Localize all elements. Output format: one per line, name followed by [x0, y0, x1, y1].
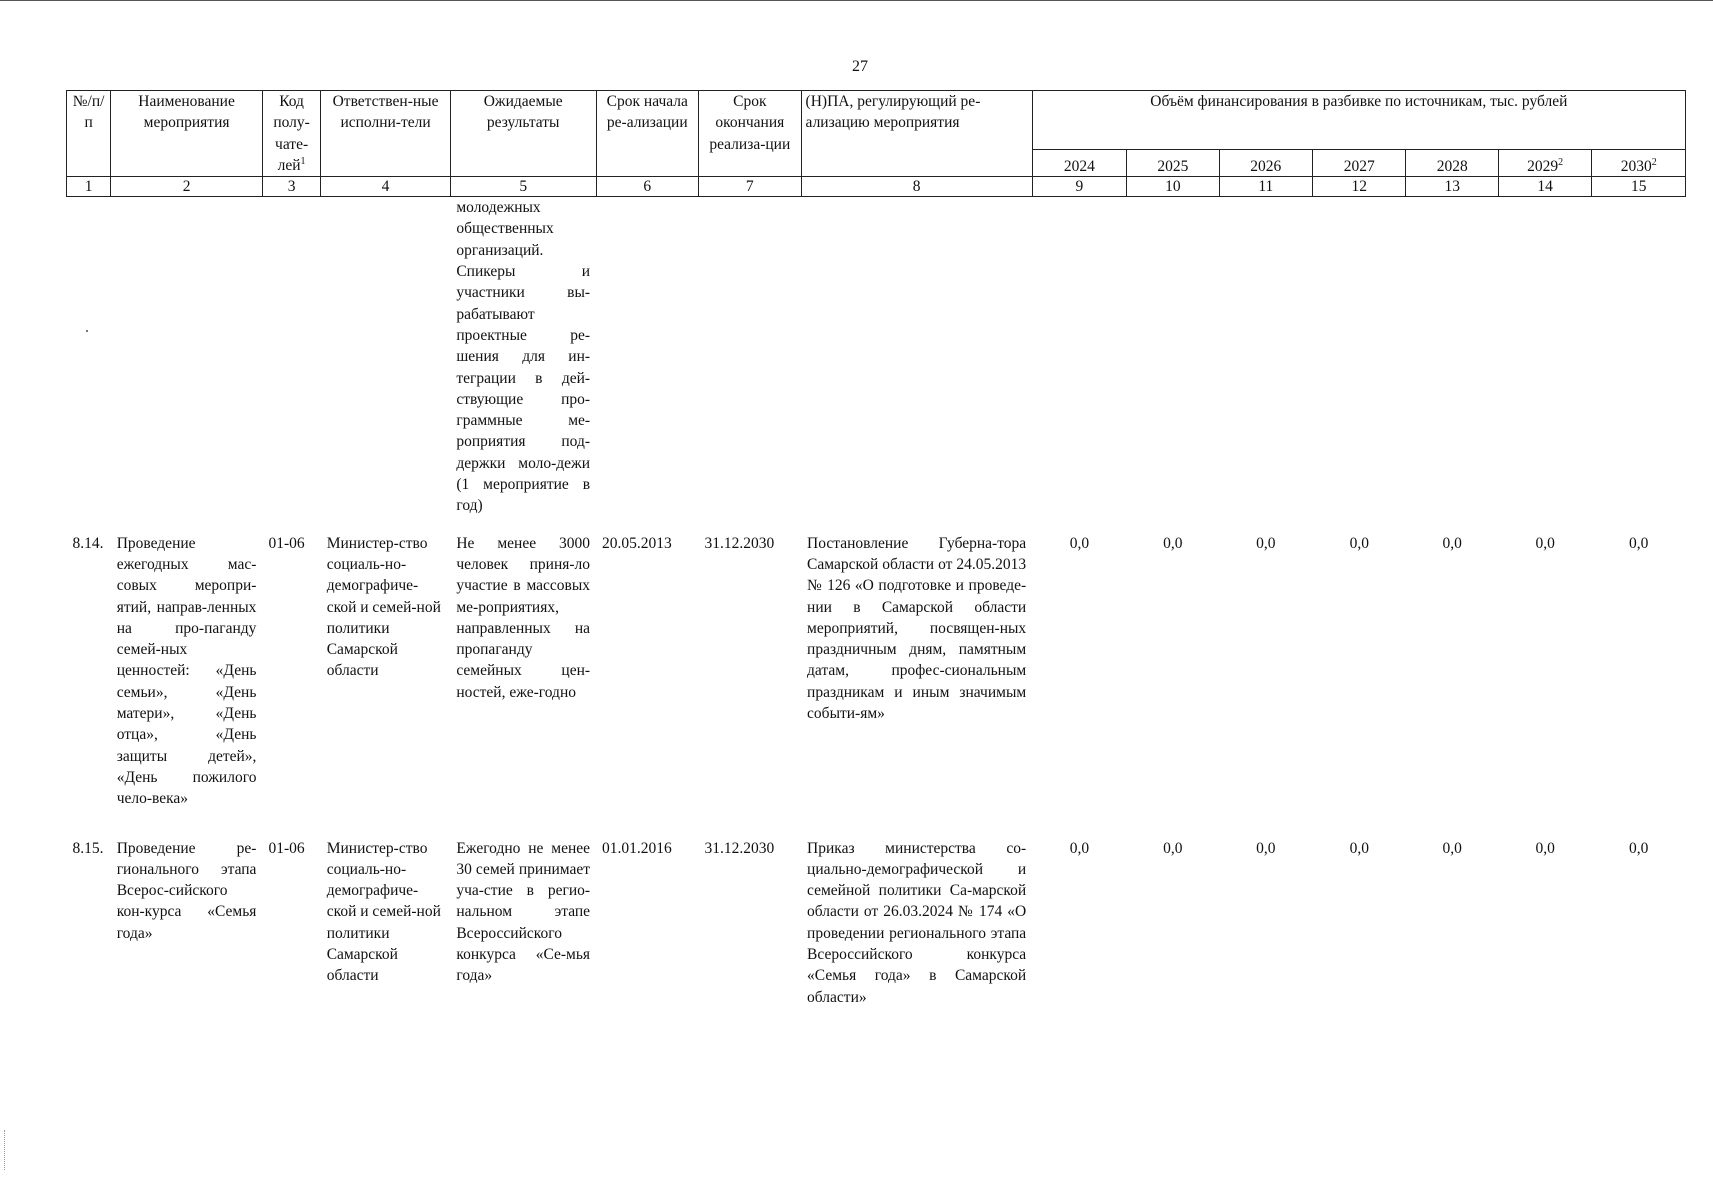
- column-number: 14: [1498, 177, 1591, 197]
- header-year-label: 2027: [1343, 158, 1375, 176]
- header-year-label: 2028: [1436, 158, 1468, 176]
- table-row: [67, 822, 1686, 1020]
- results-continued: молодежных общественных организаций. Спикеры и участники вы-рабатывают проектные ре-шения для ин-теграции в дей-ствующие про-граммные ме-роприятия под-держки моло-дежи (1 мероприятие в год): [456, 199, 591, 515]
- column-number: 9: [1032, 177, 1126, 197]
- row-npa: Приказ министерства со-циально-демографической и семейной политики Са-марской области от 26.03.2024 № 174 «О проведении регионального этапа Всероссийского конкурса «Семья года» в Самарской области»: [807, 839, 1027, 1006]
- row-code: 01-06: [268, 839, 305, 857]
- column-number: 2: [111, 177, 263, 197]
- column-number: 8: [801, 177, 1032, 197]
- column-number: 4: [321, 177, 451, 197]
- column-number: 11: [1219, 177, 1312, 197]
- row-funding-2030: 0,0: [1629, 534, 1649, 552]
- row-funding-2029: 0,0: [1535, 534, 1555, 552]
- column-number: 15: [1592, 177, 1686, 197]
- header-year-label: 2026: [1250, 158, 1282, 176]
- row-npa: Постановление Губерна-тора Самарской области от 24.05.2013 № 126 «О подготовке и проведе-нии в Самарской области мероприятий, посвящен-ных праздничным дням, памятным датам, профес-сиональным праздникам и иным значимым событи-ям»: [807, 534, 1027, 723]
- header-end: Срок окончания реализа-ции: [699, 91, 802, 177]
- row-num: 8.15.: [72, 839, 104, 857]
- table-row: [67, 517, 1686, 822]
- row-results: Ежегодно не менее 30 семей принимает уча-стие в регио-нальном этапе Всероссийского конкурса «Се-мья года»: [456, 839, 591, 985]
- column-number: 7: [699, 177, 802, 197]
- row-num: 8.14.: [72, 534, 104, 552]
- header-year-footnote: 2: [1651, 157, 1657, 169]
- row-start: 20.05.2013: [602, 534, 672, 552]
- header-year-2026: [1219, 150, 1312, 177]
- row-funding-2028: 0,0: [1442, 534, 1462, 552]
- column-number: 1: [67, 177, 111, 197]
- header-year-label: 2025: [1157, 158, 1189, 176]
- header-name: Наименование мероприятия: [111, 91, 263, 177]
- row-executors: Министер-ство социаль-но-демографиче-ской и семей-ной политики Самарской области: [326, 534, 441, 680]
- row-funding-2026: 0,0: [1256, 534, 1276, 552]
- row-funding-2024: 0,0: [1069, 534, 1090, 552]
- header-year-2030: [1592, 150, 1686, 177]
- row-funding-2024: 0,0: [1069, 839, 1090, 857]
- header-year-footnote: 2: [1558, 157, 1564, 169]
- row-funding-2028: 0,0: [1442, 839, 1462, 857]
- row-name: Проведение ежегодных мас-совых меропри-ятий, направ-ленных на про-паганду семей-ных ценностей: «День семьи», «День матери», «День отца», «День защиты детей», «День пожилого чело-века»: [116, 534, 257, 808]
- header-funding: Объём финансирования в разбивке по источникам, тыс. рублей: [1032, 91, 1685, 150]
- row-funding-2030: 0,0: [1629, 839, 1649, 857]
- header-year-2025: [1127, 150, 1219, 177]
- row-funding-2027: 0,0: [1349, 534, 1369, 552]
- header-year-label: 2029: [1527, 158, 1559, 176]
- column-number: 6: [596, 177, 699, 197]
- page-number: 27: [852, 58, 868, 75]
- row-funding-2027: 0,0: [1349, 839, 1369, 857]
- header-year-2027: [1313, 150, 1406, 177]
- row-name: Проведение ре-гионального этапа Всерос-сийского кон-курса «Семья года»: [116, 839, 257, 942]
- column-number: 5: [450, 177, 596, 197]
- column-number: 10: [1127, 177, 1219, 197]
- row-code: 01-06: [268, 534, 305, 552]
- header-year-label: 2024: [1063, 158, 1095, 176]
- row-end: 31.12.2030: [704, 839, 775, 857]
- column-number: 12: [1313, 177, 1406, 197]
- header-num: №/п/п: [67, 91, 111, 177]
- header-year-2024: [1032, 150, 1126, 177]
- row-funding-2025: 0,0: [1163, 839, 1183, 857]
- row-funding-2029: 0,0: [1535, 839, 1555, 857]
- page-top-rule: [0, 0, 1713, 4]
- row-funding-2025: 0,0: [1163, 534, 1183, 552]
- header-year-label: 2030: [1620, 158, 1652, 176]
- row-start: 01.01.2016: [602, 839, 672, 857]
- row-end: 31.12.2030: [704, 534, 775, 552]
- scan-margin-marks: [4, 1130, 6, 1170]
- header-executors: Ответствен-ные исполни-тели: [321, 91, 451, 177]
- header-year-2029: [1498, 150, 1591, 177]
- header-start: Срок начала ре-ализации: [596, 91, 699, 177]
- column-number: 3: [262, 177, 320, 197]
- header-code: [262, 91, 320, 177]
- header-npa: (Н)ПА, регулирующий ре-ализацию мероприятия: [801, 91, 1032, 177]
- header-code-footnote: 1: [300, 155, 306, 167]
- row-funding-2026: 0,0: [1256, 839, 1276, 857]
- header-year-2028: [1406, 150, 1498, 177]
- column-number: 13: [1406, 177, 1498, 197]
- header-code-text: Код полу-чате-лей: [273, 93, 310, 174]
- row-executors: Министер-ство социаль-но-демографиче-ской и семей-ной политики Самарской области: [326, 839, 441, 985]
- program-activities-table: [66, 90, 1686, 1020]
- table-row-continuation: [67, 197, 1686, 517]
- row-results: Не менее 3000 человек приня-ло участие в массовых ме-роприятиях, направленных на пропаганду семейных цен-ностей, еже-годно: [456, 534, 591, 701]
- header-results: Ожидаемые результаты: [450, 91, 596, 177]
